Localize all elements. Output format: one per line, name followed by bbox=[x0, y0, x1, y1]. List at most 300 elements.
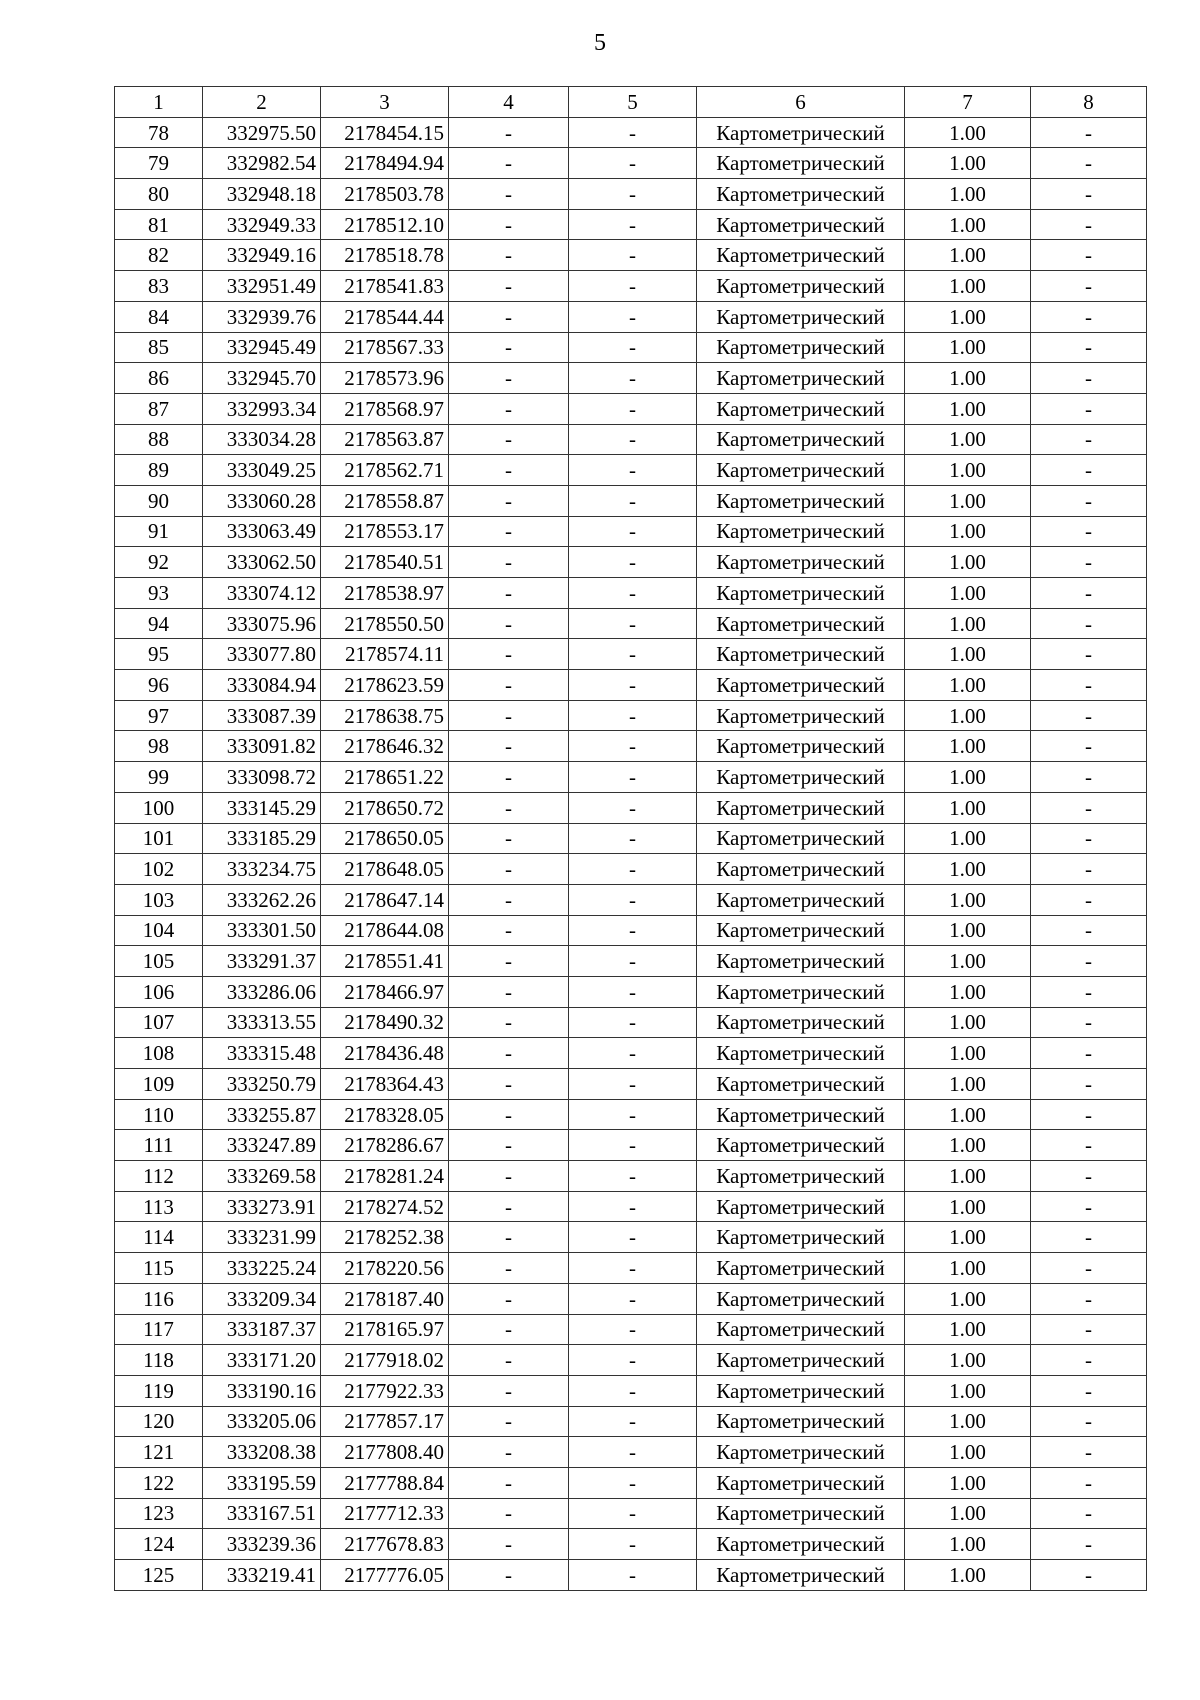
cell-point-number: 83 bbox=[115, 271, 203, 302]
cell-method: Картометрический bbox=[697, 700, 905, 731]
cell-x-coordinate: 333171.20 bbox=[203, 1345, 321, 1376]
table-row bbox=[115, 762, 1147, 793]
cell-x-coordinate: 333208.38 bbox=[203, 1437, 321, 1468]
table-row bbox=[115, 915, 1147, 946]
cell-point-number: 122 bbox=[115, 1467, 203, 1498]
cell-accuracy: 1.00 bbox=[905, 148, 1031, 179]
table-row bbox=[115, 332, 1147, 363]
cell-col-5: - bbox=[569, 1529, 697, 1560]
cell-col-4: - bbox=[449, 976, 569, 1007]
cell-accuracy: 1.00 bbox=[905, 516, 1031, 547]
cell-col-8: - bbox=[1031, 1099, 1147, 1130]
cell-method: Картометрический bbox=[697, 1529, 905, 1560]
cell-col-8: - bbox=[1031, 148, 1147, 179]
cell-col-5: - bbox=[569, 148, 697, 179]
cell-x-coordinate: 332939.76 bbox=[203, 301, 321, 332]
cell-method: Картометрический bbox=[697, 1038, 905, 1069]
cell-col-5: - bbox=[569, 976, 697, 1007]
table-row bbox=[115, 1406, 1147, 1437]
cell-x-coordinate: 333262.26 bbox=[203, 884, 321, 915]
cell-accuracy: 1.00 bbox=[905, 1498, 1031, 1529]
cell-point-number: 89 bbox=[115, 455, 203, 486]
cell-x-coordinate: 332951.49 bbox=[203, 271, 321, 302]
cell-col-8: - bbox=[1031, 915, 1147, 946]
cell-x-coordinate: 332945.70 bbox=[203, 363, 321, 394]
cell-x-coordinate: 332949.33 bbox=[203, 209, 321, 240]
cell-y-coordinate: 2178638.75 bbox=[321, 700, 449, 731]
cell-method: Картометрический bbox=[697, 1069, 905, 1100]
cell-col-4: - bbox=[449, 792, 569, 823]
cell-col-8: - bbox=[1031, 731, 1147, 762]
cell-col-4: - bbox=[449, 608, 569, 639]
cell-x-coordinate: 333205.06 bbox=[203, 1406, 321, 1437]
cell-x-coordinate: 333091.82 bbox=[203, 731, 321, 762]
cell-x-coordinate: 333087.39 bbox=[203, 700, 321, 731]
cell-point-number: 87 bbox=[115, 393, 203, 424]
cell-point-number: 107 bbox=[115, 1007, 203, 1038]
table-row bbox=[115, 1222, 1147, 1253]
cell-col-5: - bbox=[569, 117, 697, 148]
cell-col-8: - bbox=[1031, 946, 1147, 977]
table-row bbox=[115, 1007, 1147, 1038]
cell-method: Картометрический bbox=[697, 271, 905, 302]
cell-col-8: - bbox=[1031, 1283, 1147, 1314]
cell-col-4: - bbox=[449, 179, 569, 210]
cell-x-coordinate: 333209.34 bbox=[203, 1283, 321, 1314]
cell-col-4: - bbox=[449, 393, 569, 424]
cell-method: Картометрический bbox=[697, 639, 905, 670]
cell-col-8: - bbox=[1031, 1406, 1147, 1437]
cell-accuracy: 1.00 bbox=[905, 301, 1031, 332]
column-header-3: 3 bbox=[321, 87, 449, 118]
cell-col-4: - bbox=[449, 424, 569, 455]
cell-col-4: - bbox=[449, 332, 569, 363]
cell-x-coordinate: 333269.58 bbox=[203, 1161, 321, 1192]
cell-y-coordinate: 2177922.33 bbox=[321, 1375, 449, 1406]
cell-col-8: - bbox=[1031, 547, 1147, 578]
cell-accuracy: 1.00 bbox=[905, 1437, 1031, 1468]
table-header-row bbox=[115, 87, 1147, 118]
cell-method: Картометрический bbox=[697, 792, 905, 823]
cell-col-4: - bbox=[449, 578, 569, 609]
cell-col-4: - bbox=[449, 363, 569, 394]
table-row bbox=[115, 1560, 1147, 1591]
cell-point-number: 94 bbox=[115, 608, 203, 639]
table-row bbox=[115, 700, 1147, 731]
cell-y-coordinate: 2178252.38 bbox=[321, 1222, 449, 1253]
cell-col-4: - bbox=[449, 1222, 569, 1253]
cell-method: Картометрический bbox=[697, 1161, 905, 1192]
cell-y-coordinate: 2178165.97 bbox=[321, 1314, 449, 1345]
cell-col-4: - bbox=[449, 700, 569, 731]
cell-col-4: - bbox=[449, 547, 569, 578]
table-row bbox=[115, 485, 1147, 516]
cell-accuracy: 1.00 bbox=[905, 1069, 1031, 1100]
cell-method: Картометрический bbox=[697, 1314, 905, 1345]
table-row bbox=[115, 1253, 1147, 1284]
cell-method: Картометрический bbox=[697, 1467, 905, 1498]
table-row bbox=[115, 1283, 1147, 1314]
cell-col-5: - bbox=[569, 1130, 697, 1161]
cell-accuracy: 1.00 bbox=[905, 1130, 1031, 1161]
column-header-6: 6 bbox=[697, 87, 905, 118]
cell-y-coordinate: 2178541.83 bbox=[321, 271, 449, 302]
cell-col-8: - bbox=[1031, 976, 1147, 1007]
cell-accuracy: 1.00 bbox=[905, 915, 1031, 946]
cell-col-5: - bbox=[569, 179, 697, 210]
cell-col-8: - bbox=[1031, 1069, 1147, 1100]
cell-y-coordinate: 2178567.33 bbox=[321, 332, 449, 363]
cell-col-8: - bbox=[1031, 1437, 1147, 1468]
table-row bbox=[115, 578, 1147, 609]
cell-point-number: 81 bbox=[115, 209, 203, 240]
column-header-1: 1 bbox=[115, 87, 203, 118]
cell-y-coordinate: 2178574.11 bbox=[321, 639, 449, 670]
cell-y-coordinate: 2178436.48 bbox=[321, 1038, 449, 1069]
cell-col-5: - bbox=[569, 1283, 697, 1314]
cell-point-number: 91 bbox=[115, 516, 203, 547]
cell-x-coordinate: 332949.16 bbox=[203, 240, 321, 271]
cell-method: Картометрический bbox=[697, 976, 905, 1007]
cell-col-8: - bbox=[1031, 1375, 1147, 1406]
cell-accuracy: 1.00 bbox=[905, 1529, 1031, 1560]
cell-col-5: - bbox=[569, 1345, 697, 1376]
cell-col-5: - bbox=[569, 1437, 697, 1468]
cell-col-5: - bbox=[569, 332, 697, 363]
cell-y-coordinate: 2177712.33 bbox=[321, 1498, 449, 1529]
cell-x-coordinate: 333049.25 bbox=[203, 455, 321, 486]
cell-x-coordinate: 333273.91 bbox=[203, 1191, 321, 1222]
cell-col-4: - bbox=[449, 1007, 569, 1038]
cell-y-coordinate: 2178538.97 bbox=[321, 578, 449, 609]
cell-accuracy: 1.00 bbox=[905, 485, 1031, 516]
cell-y-coordinate: 2178553.17 bbox=[321, 516, 449, 547]
cell-y-coordinate: 2178187.40 bbox=[321, 1283, 449, 1314]
table-row bbox=[115, 946, 1147, 977]
cell-x-coordinate: 333060.28 bbox=[203, 485, 321, 516]
cell-accuracy: 1.00 bbox=[905, 1007, 1031, 1038]
cell-y-coordinate: 2178650.05 bbox=[321, 823, 449, 854]
cell-col-8: - bbox=[1031, 271, 1147, 302]
cell-y-coordinate: 2178644.08 bbox=[321, 915, 449, 946]
cell-col-8: - bbox=[1031, 884, 1147, 915]
cell-method: Картометрический bbox=[697, 1191, 905, 1222]
table-row bbox=[115, 363, 1147, 394]
cell-y-coordinate: 2178558.87 bbox=[321, 485, 449, 516]
table-row bbox=[115, 1467, 1147, 1498]
cell-col-5: - bbox=[569, 762, 697, 793]
cell-point-number: 116 bbox=[115, 1283, 203, 1314]
cell-method: Картометрический bbox=[697, 516, 905, 547]
cell-col-4: - bbox=[449, 1253, 569, 1284]
cell-col-4: - bbox=[449, 516, 569, 547]
cell-accuracy: 1.00 bbox=[905, 240, 1031, 271]
cell-accuracy: 1.00 bbox=[905, 547, 1031, 578]
cell-point-number: 110 bbox=[115, 1099, 203, 1130]
cell-point-number: 84 bbox=[115, 301, 203, 332]
cell-method: Картометрический bbox=[697, 731, 905, 762]
cell-col-5: - bbox=[569, 271, 697, 302]
cell-y-coordinate: 2178512.10 bbox=[321, 209, 449, 240]
cell-col-4: - bbox=[449, 271, 569, 302]
cell-point-number: 103 bbox=[115, 884, 203, 915]
cell-method: Картометрический bbox=[697, 1345, 905, 1376]
cell-point-number: 123 bbox=[115, 1498, 203, 1529]
cell-x-coordinate: 332948.18 bbox=[203, 179, 321, 210]
cell-col-8: - bbox=[1031, 179, 1147, 210]
cell-point-number: 80 bbox=[115, 179, 203, 210]
cell-col-4: - bbox=[449, 1099, 569, 1130]
cell-point-number: 96 bbox=[115, 670, 203, 701]
cell-accuracy: 1.00 bbox=[905, 762, 1031, 793]
table-row bbox=[115, 148, 1147, 179]
cell-point-number: 102 bbox=[115, 854, 203, 885]
cell-y-coordinate: 2178551.41 bbox=[321, 946, 449, 977]
cell-point-number: 106 bbox=[115, 976, 203, 1007]
cell-accuracy: 1.00 bbox=[905, 854, 1031, 885]
cell-method: Картометрический bbox=[697, 670, 905, 701]
cell-col-8: - bbox=[1031, 1222, 1147, 1253]
cell-col-8: - bbox=[1031, 854, 1147, 885]
cell-accuracy: 1.00 bbox=[905, 946, 1031, 977]
table-row bbox=[115, 1529, 1147, 1560]
cell-method: Картометрический bbox=[697, 762, 905, 793]
cell-col-5: - bbox=[569, 946, 697, 977]
cell-method: Картометрический bbox=[697, 240, 905, 271]
cell-accuracy: 1.00 bbox=[905, 976, 1031, 1007]
coordinates-table bbox=[114, 86, 1147, 1591]
cell-col-4: - bbox=[449, 117, 569, 148]
cell-accuracy: 1.00 bbox=[905, 731, 1031, 762]
cell-accuracy: 1.00 bbox=[905, 884, 1031, 915]
table-row bbox=[115, 1099, 1147, 1130]
cell-y-coordinate: 2178274.52 bbox=[321, 1191, 449, 1222]
cell-x-coordinate: 332945.49 bbox=[203, 332, 321, 363]
cell-x-coordinate: 333187.37 bbox=[203, 1314, 321, 1345]
cell-col-5: - bbox=[569, 1375, 697, 1406]
cell-x-coordinate: 333286.06 bbox=[203, 976, 321, 1007]
page-number: 5 bbox=[594, 30, 606, 56]
cell-point-number: 119 bbox=[115, 1375, 203, 1406]
cell-col-5: - bbox=[569, 547, 697, 578]
table-row bbox=[115, 117, 1147, 148]
table-row bbox=[115, 854, 1147, 885]
cell-point-number: 101 bbox=[115, 823, 203, 854]
cell-col-4: - bbox=[449, 1314, 569, 1345]
cell-x-coordinate: 333074.12 bbox=[203, 578, 321, 609]
cell-point-number: 113 bbox=[115, 1191, 203, 1222]
cell-x-coordinate: 333098.72 bbox=[203, 762, 321, 793]
cell-col-8: - bbox=[1031, 1038, 1147, 1069]
cell-point-number: 82 bbox=[115, 240, 203, 271]
cell-point-number: 114 bbox=[115, 1222, 203, 1253]
cell-col-5: - bbox=[569, 1406, 697, 1437]
cell-method: Картометрический bbox=[697, 455, 905, 486]
cell-col-5: - bbox=[569, 854, 697, 885]
cell-accuracy: 1.00 bbox=[905, 1253, 1031, 1284]
cell-point-number: 115 bbox=[115, 1253, 203, 1284]
cell-col-8: - bbox=[1031, 363, 1147, 394]
cell-col-4: - bbox=[449, 731, 569, 762]
cell-col-8: - bbox=[1031, 823, 1147, 854]
cell-col-5: - bbox=[569, 1498, 697, 1529]
cell-accuracy: 1.00 bbox=[905, 1038, 1031, 1069]
cell-col-4: - bbox=[449, 209, 569, 240]
cell-y-coordinate: 2178648.05 bbox=[321, 854, 449, 885]
cell-accuracy: 1.00 bbox=[905, 1560, 1031, 1591]
cell-method: Картометрический bbox=[697, 332, 905, 363]
cell-accuracy: 1.00 bbox=[905, 271, 1031, 302]
cell-col-4: - bbox=[449, 854, 569, 885]
cell-x-coordinate: 333145.29 bbox=[203, 792, 321, 823]
cell-accuracy: 1.00 bbox=[905, 578, 1031, 609]
cell-accuracy: 1.00 bbox=[905, 670, 1031, 701]
table-row bbox=[115, 792, 1147, 823]
cell-y-coordinate: 2177918.02 bbox=[321, 1345, 449, 1376]
cell-col-5: - bbox=[569, 884, 697, 915]
cell-col-5: - bbox=[569, 1161, 697, 1192]
cell-method: Картометрический bbox=[697, 1560, 905, 1591]
cell-point-number: 92 bbox=[115, 547, 203, 578]
cell-y-coordinate: 2178220.56 bbox=[321, 1253, 449, 1284]
cell-y-coordinate: 2177678.83 bbox=[321, 1529, 449, 1560]
cell-col-5: - bbox=[569, 608, 697, 639]
cell-point-number: 124 bbox=[115, 1529, 203, 1560]
cell-x-coordinate: 333167.51 bbox=[203, 1498, 321, 1529]
cell-col-4: - bbox=[449, 485, 569, 516]
cell-y-coordinate: 2178651.22 bbox=[321, 762, 449, 793]
cell-x-coordinate: 333247.89 bbox=[203, 1130, 321, 1161]
cell-col-8: - bbox=[1031, 608, 1147, 639]
cell-method: Картометрический bbox=[697, 1007, 905, 1038]
cell-col-8: - bbox=[1031, 1498, 1147, 1529]
cell-x-coordinate: 333239.36 bbox=[203, 1529, 321, 1560]
cell-accuracy: 1.00 bbox=[905, 209, 1031, 240]
cell-col-4: - bbox=[449, 1375, 569, 1406]
cell-col-5: - bbox=[569, 1099, 697, 1130]
cell-point-number: 125 bbox=[115, 1560, 203, 1591]
cell-x-coordinate: 333255.87 bbox=[203, 1099, 321, 1130]
cell-method: Картометрический bbox=[697, 179, 905, 210]
cell-x-coordinate: 333075.96 bbox=[203, 608, 321, 639]
table-row bbox=[115, 455, 1147, 486]
cell-accuracy: 1.00 bbox=[905, 639, 1031, 670]
cell-y-coordinate: 2178466.97 bbox=[321, 976, 449, 1007]
cell-x-coordinate: 332982.54 bbox=[203, 148, 321, 179]
cell-accuracy: 1.00 bbox=[905, 179, 1031, 210]
cell-col-4: - bbox=[449, 148, 569, 179]
table-row bbox=[115, 731, 1147, 762]
cell-col-8: - bbox=[1031, 1467, 1147, 1498]
cell-method: Картометрический bbox=[697, 485, 905, 516]
table-row bbox=[115, 976, 1147, 1007]
table-row bbox=[115, 424, 1147, 455]
cell-accuracy: 1.00 bbox=[905, 424, 1031, 455]
cell-method: Картометрический bbox=[697, 393, 905, 424]
cell-y-coordinate: 2178573.96 bbox=[321, 363, 449, 394]
cell-accuracy: 1.00 bbox=[905, 608, 1031, 639]
cell-method: Картометрический bbox=[697, 1222, 905, 1253]
column-header-2: 2 bbox=[203, 87, 321, 118]
cell-col-8: - bbox=[1031, 393, 1147, 424]
cell-col-4: - bbox=[449, 1406, 569, 1437]
cell-point-number: 112 bbox=[115, 1161, 203, 1192]
cell-col-5: - bbox=[569, 1007, 697, 1038]
cell-y-coordinate: 2178623.59 bbox=[321, 670, 449, 701]
cell-col-8: - bbox=[1031, 485, 1147, 516]
cell-col-4: - bbox=[449, 762, 569, 793]
table-row bbox=[115, 1038, 1147, 1069]
column-header-4: 4 bbox=[449, 87, 569, 118]
cell-point-number: 93 bbox=[115, 578, 203, 609]
table-row bbox=[115, 670, 1147, 701]
table-row bbox=[115, 608, 1147, 639]
cell-col-8: - bbox=[1031, 639, 1147, 670]
cell-accuracy: 1.00 bbox=[905, 792, 1031, 823]
cell-x-coordinate: 332975.50 bbox=[203, 117, 321, 148]
cell-accuracy: 1.00 bbox=[905, 332, 1031, 363]
cell-col-4: - bbox=[449, 1191, 569, 1222]
cell-method: Картометрический bbox=[697, 148, 905, 179]
cell-method: Картометрический bbox=[697, 1498, 905, 1529]
cell-col-5: - bbox=[569, 915, 697, 946]
cell-accuracy: 1.00 bbox=[905, 1161, 1031, 1192]
cell-accuracy: 1.00 bbox=[905, 393, 1031, 424]
cell-col-8: - bbox=[1031, 209, 1147, 240]
cell-col-5: - bbox=[569, 731, 697, 762]
cell-y-coordinate: 2178281.24 bbox=[321, 1161, 449, 1192]
cell-method: Картометрический bbox=[697, 424, 905, 455]
cell-col-8: - bbox=[1031, 1007, 1147, 1038]
table-body bbox=[115, 117, 1147, 1590]
cell-method: Картометрический bbox=[697, 1099, 905, 1130]
table-row bbox=[115, 301, 1147, 332]
cell-method: Картометрический bbox=[697, 1406, 905, 1437]
cell-y-coordinate: 2178550.50 bbox=[321, 608, 449, 639]
cell-x-coordinate: 333250.79 bbox=[203, 1069, 321, 1100]
cell-x-coordinate: 333301.50 bbox=[203, 915, 321, 946]
cell-col-4: - bbox=[449, 301, 569, 332]
cell-y-coordinate: 2177776.05 bbox=[321, 1560, 449, 1591]
cell-col-5: - bbox=[569, 1222, 697, 1253]
cell-col-8: - bbox=[1031, 700, 1147, 731]
cell-method: Картометрический bbox=[697, 1283, 905, 1314]
table-row bbox=[115, 1498, 1147, 1529]
cell-accuracy: 1.00 bbox=[905, 1222, 1031, 1253]
table-row bbox=[115, 1437, 1147, 1468]
cell-method: Картометрический bbox=[697, 1437, 905, 1468]
cell-y-coordinate: 2178490.32 bbox=[321, 1007, 449, 1038]
cell-accuracy: 1.00 bbox=[905, 1099, 1031, 1130]
cell-col-5: - bbox=[569, 301, 697, 332]
cell-accuracy: 1.00 bbox=[905, 1314, 1031, 1345]
cell-y-coordinate: 2178503.78 bbox=[321, 179, 449, 210]
table-row bbox=[115, 271, 1147, 302]
column-header-7: 7 bbox=[905, 87, 1031, 118]
cell-y-coordinate: 2178518.78 bbox=[321, 240, 449, 271]
cell-col-8: - bbox=[1031, 1560, 1147, 1591]
cell-col-5: - bbox=[569, 792, 697, 823]
cell-col-4: - bbox=[449, 455, 569, 486]
cell-col-4: - bbox=[449, 1467, 569, 1498]
cell-x-coordinate: 333063.49 bbox=[203, 516, 321, 547]
cell-x-coordinate: 333195.59 bbox=[203, 1467, 321, 1498]
cell-point-number: 104 bbox=[115, 915, 203, 946]
cell-point-number: 100 bbox=[115, 792, 203, 823]
cell-col-5: - bbox=[569, 700, 697, 731]
cell-col-4: - bbox=[449, 240, 569, 271]
cell-accuracy: 1.00 bbox=[905, 363, 1031, 394]
